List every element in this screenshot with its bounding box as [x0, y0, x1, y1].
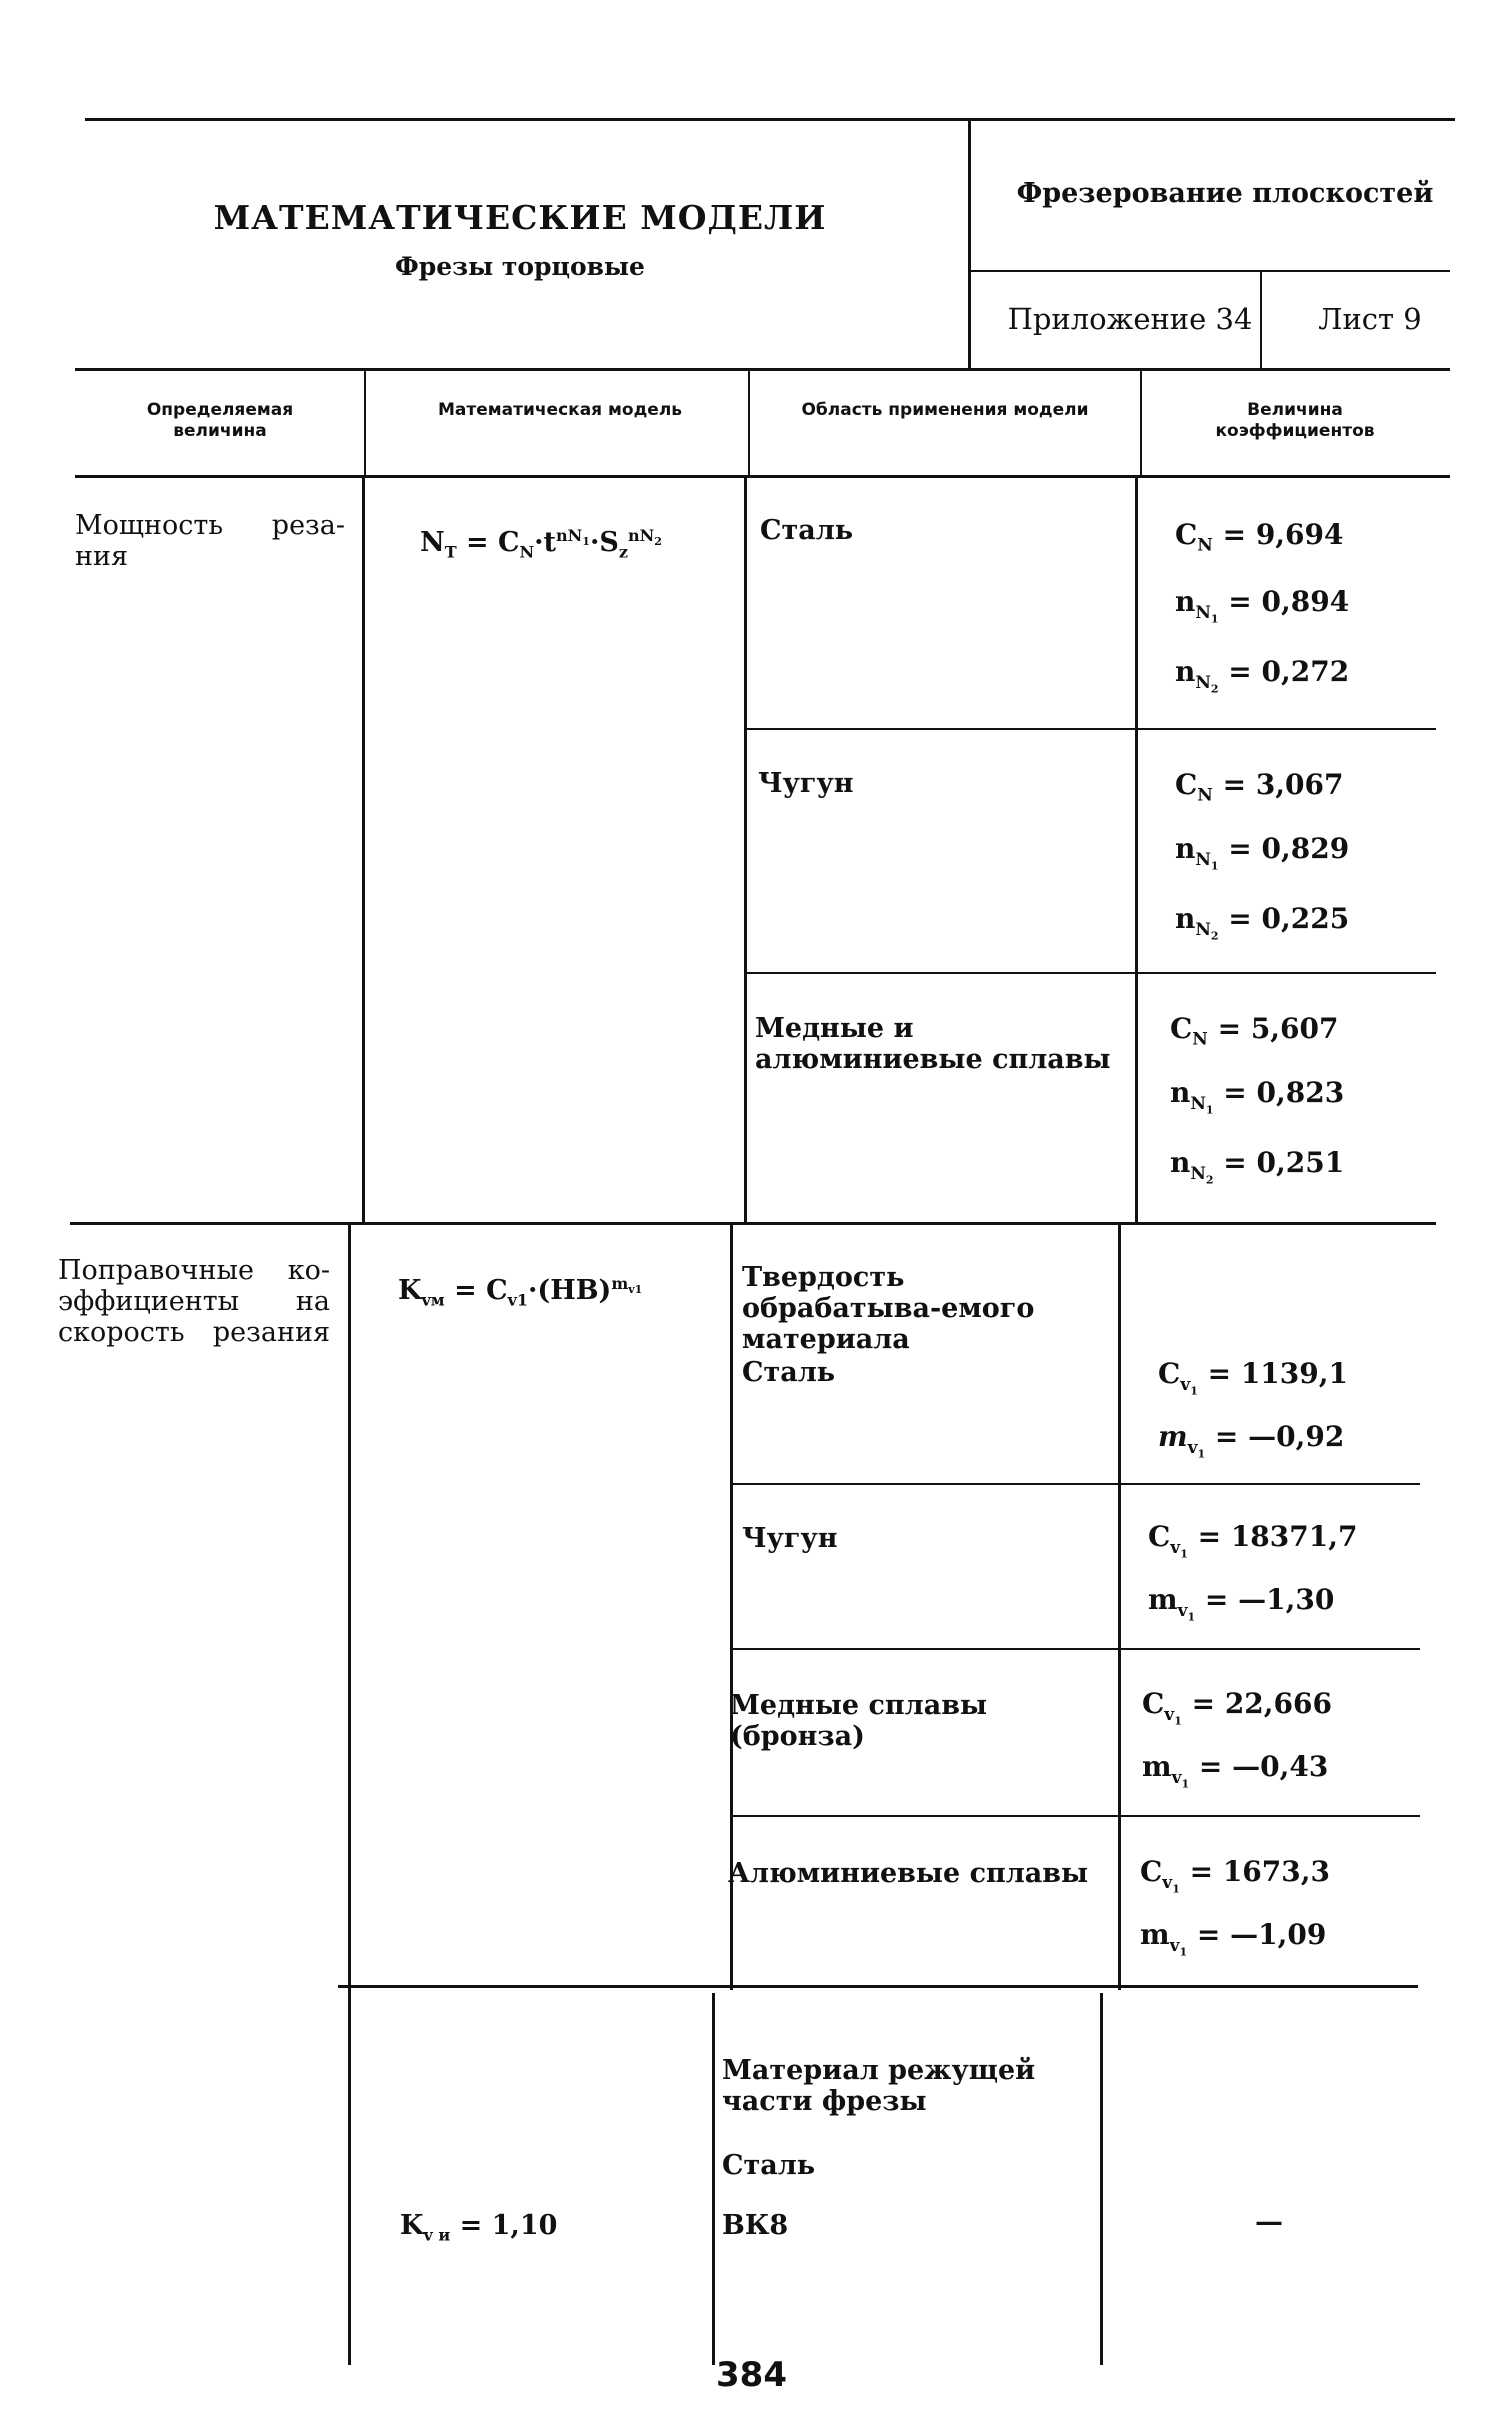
coef-nn2: $n_{N_2} = 0,272$ — [1175, 655, 1350, 695]
section-separator — [338, 1985, 1418, 1988]
quantity-cutting-power: Мощность реза- ния — [75, 510, 345, 572]
page-title: МАТЕМАТИЧЕСКИЕ МОДЕЛИ — [213, 198, 827, 237]
coef-cv1: $C_{v_1} = 1139,1$ — [1158, 1357, 1348, 1397]
area-steel: Сталь — [742, 1357, 836, 1388]
coef-nn1: $n_{N_1} = 0,894$ — [1175, 585, 1350, 625]
area-cutter-material-heading: Материал режущей части фрезы — [722, 2055, 1036, 2117]
coef-cn: $C_N = 9,694$ — [1175, 518, 1344, 556]
coef-dash: — — [1255, 2205, 1283, 2238]
table-top-rule — [75, 368, 1450, 371]
row-separator — [746, 728, 1436, 730]
col-separator — [362, 478, 365, 1223]
area-cast-iron: Чугун — [758, 768, 854, 799]
col-separator — [1140, 370, 1142, 475]
section-separator — [70, 1222, 1436, 1225]
coef-nn2: $n_{N_2} = 0,251$ — [1170, 1146, 1345, 1186]
coef-cn: $C_N = 3,067$ — [1175, 768, 1344, 806]
page-subtitle: Фрезы торцовые — [395, 252, 645, 281]
area-copper-alloys: Медные сплавы (бронза) — [730, 1690, 988, 1752]
coef-cn: $C_N = 5,607$ — [1170, 1012, 1339, 1050]
coef-cv1: $C_{v_1} = 18371,7$ — [1148, 1520, 1358, 1560]
coef-nn1: $n_{N_1} = 0,823$ — [1170, 1076, 1345, 1116]
area-vk8: ВК8 — [722, 2210, 789, 2241]
col-separator — [748, 370, 750, 475]
header-top-rule — [85, 118, 1455, 121]
page-number: 384 — [716, 2355, 787, 2395]
row-separator — [732, 1483, 1420, 1485]
area-copper-aluminium-alloys: Медные и алюминиевые сплавы — [755, 1013, 1111, 1075]
col-separator — [1135, 478, 1138, 1223]
column-header-coefficients: Величина коэффициентов — [1215, 400, 1375, 441]
column-header-area: Область применения модели — [801, 400, 1089, 420]
table-header-rule — [75, 475, 1450, 478]
row-separator — [732, 1648, 1420, 1650]
area-steel: Сталь — [722, 2150, 816, 2181]
column-header-model: Математическая модель — [437, 400, 683, 420]
row-separator — [746, 972, 1436, 974]
header-vertical-divider — [968, 120, 971, 368]
row-separator — [732, 1815, 1420, 1817]
coef-nn2: $n_{N_2} = 0,225$ — [1175, 902, 1350, 942]
coef-cv1: $C_{v_1} = 1673,3$ — [1140, 1855, 1330, 1895]
coef-nn1: $n_{N_1} = 0,829$ — [1175, 832, 1350, 872]
col-separator — [744, 478, 747, 1223]
appendix-label: Приложение 34 — [1007, 302, 1253, 336]
coef-mv1: $m_{v_1}$ = —1,30 — [1148, 1583, 1335, 1623]
coef-mv1: $m_{v_1}$ = —0,43 — [1142, 1750, 1329, 1790]
header-right-rule — [970, 270, 1450, 272]
topic-label: Фрезерование плоскостей — [1016, 178, 1434, 209]
coef-mv1: $m_{v_1}$ = —1,09 — [1140, 1918, 1327, 1958]
col-separator — [1100, 1993, 1103, 2365]
column-header-quantity: Определяемая величина — [146, 400, 294, 441]
cutter-material-model: $K_{v и} = 1,10$ — [400, 2210, 558, 2245]
col-separator — [712, 1993, 715, 2365]
speed-model-formula: $K_{vм} = C_{v1}\cdot(HB)^{m_{v1}}$ — [398, 1274, 643, 1310]
col-separator — [348, 1225, 351, 2365]
col-separator — [1118, 1225, 1121, 1990]
coef-cv1: $C_{v_1} = 22,666$ — [1142, 1687, 1332, 1727]
area-cast-iron: Чугун — [742, 1523, 838, 1554]
area-hardness-heading: Твердость обрабатыва-емого материала — [742, 1262, 1035, 1355]
power-model-formula: $N_T = C_N\cdot t^{nN_1}\cdot S_z^{nN_2}$ — [420, 526, 662, 562]
area-steel: Сталь — [760, 515, 854, 546]
area-aluminium-alloys: Алюминиевые сплавы — [728, 1858, 1089, 1889]
coef-mv1: $m_{v_1}$ = —0,92 — [1158, 1420, 1345, 1460]
quantity-speed-correction: Поправочные ко- эффициенты на скорость резания — [58, 1255, 330, 1348]
col-separator — [364, 370, 366, 475]
sheet-label: Лист 9 — [1318, 302, 1422, 336]
